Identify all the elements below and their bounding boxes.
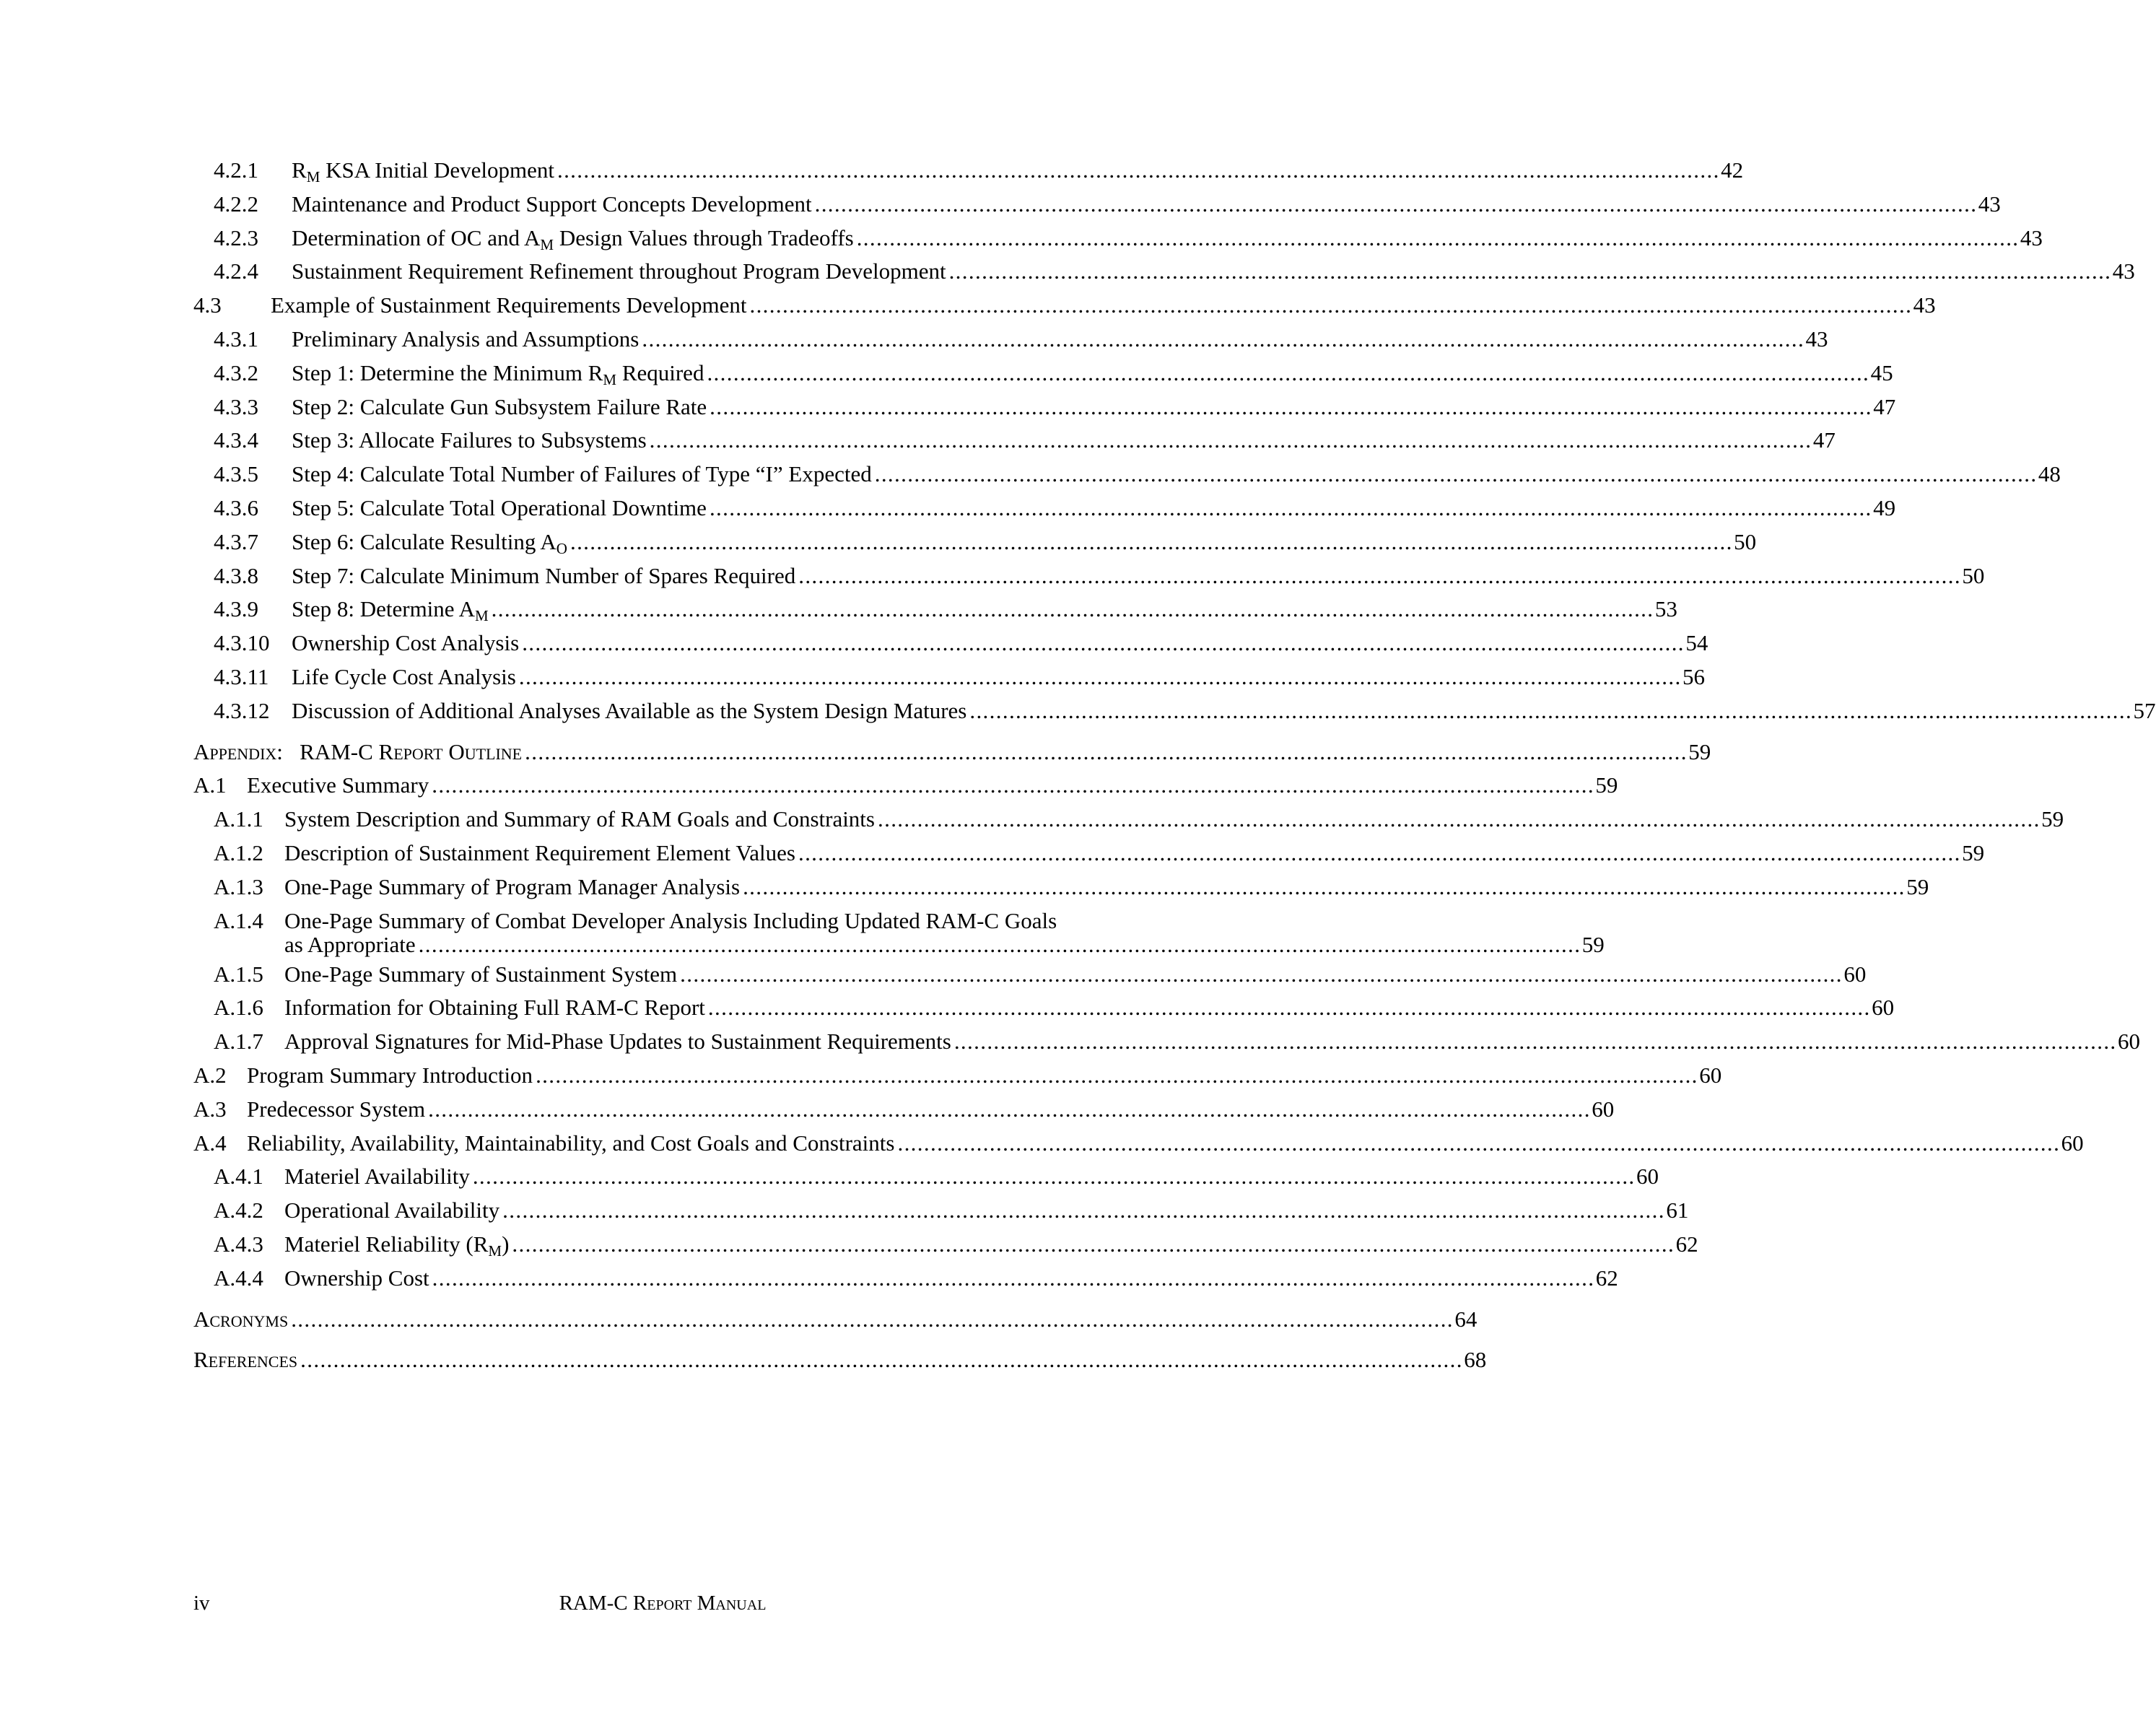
toc-page-number: 60 xyxy=(1843,961,1867,987)
toc-page-number: 59 xyxy=(1962,839,1985,865)
dot-leader xyxy=(954,1025,2113,1059)
toc-number: 4.3.9 xyxy=(214,596,258,622)
toc-page-number: 59 xyxy=(1688,738,1711,764)
toc-number: 4.3.7 xyxy=(214,528,258,554)
toc-title: Step 7: Calculate Minimum Number of Spares Required xyxy=(292,562,796,588)
toc-number: A.4 xyxy=(193,1130,227,1156)
toc-title: Step 5: Calculate Total Operational Downtime xyxy=(292,494,707,520)
dot-leader xyxy=(642,323,1801,357)
toc-number: 4.3.8 xyxy=(214,562,258,588)
dot-leader xyxy=(525,736,1684,769)
toc-number: 4.3.11 xyxy=(214,663,269,689)
toc-page-number: 57 xyxy=(2133,697,2156,723)
toc-page-number: 47 xyxy=(1812,427,1836,453)
dot-leader xyxy=(743,870,1902,904)
toc-entry-4-3-6[interactable] xyxy=(193,492,1896,525)
toc-title: One-Page Summary of Sustainment System xyxy=(284,961,678,987)
toc-page-number: 43 xyxy=(1978,191,2001,217)
toc-title: Program Summary Introduction xyxy=(247,1062,533,1088)
toc-number: 4.3.3 xyxy=(214,393,258,419)
toc-entry-4-3-10[interactable] xyxy=(193,627,1708,660)
dot-leader xyxy=(473,1160,1632,1194)
toc-page-number: 43 xyxy=(1913,292,1936,318)
dot-leader xyxy=(969,694,2129,728)
toc-number: A.1.7 xyxy=(214,1029,263,1055)
toc-title: Ownership Cost xyxy=(284,1265,429,1291)
toc-entry-4-3-8[interactable] xyxy=(193,559,1985,593)
toc-number: A.4.4 xyxy=(214,1265,263,1291)
dot-leader xyxy=(502,1194,1662,1228)
toc-title: Approval Signatures for Mid-Phase Updates to Sustainment Requirements xyxy=(284,1029,951,1055)
toc-page-number: 59 xyxy=(1581,931,1605,957)
toc-title: Example of Sustainment Requirements Development xyxy=(271,292,747,318)
dot-leader xyxy=(798,837,1958,870)
toc-number: A.1.2 xyxy=(214,839,263,865)
toc-number: A.1.4 xyxy=(214,907,263,933)
toc-number: A.4.1 xyxy=(214,1164,263,1190)
dot-leader xyxy=(536,1059,1695,1093)
toc-page-number: 50 xyxy=(1962,562,1985,588)
toc-entry-a-3[interactable] xyxy=(193,1093,1615,1127)
dot-leader xyxy=(875,458,2034,492)
toc-entry-4-2-1[interactable] xyxy=(193,154,1744,188)
toc-title: Materiel Reliability $(R_M)$ xyxy=(284,1231,510,1260)
toc-page-number: 56 xyxy=(1683,663,1705,689)
toc-number: 4.3 xyxy=(193,292,222,318)
toc-page-number: 48 xyxy=(2038,461,2061,487)
toc-entry-4-2-3[interactable] xyxy=(193,222,2043,256)
toc-title: Sustainment Requirement Refinement throughout Program Development xyxy=(292,258,946,284)
toc-page-number: 60 xyxy=(1872,995,1895,1021)
dot-leader xyxy=(428,1093,1587,1127)
toc-number: 4.3.10 xyxy=(214,630,270,656)
toc-entry-a-1-1[interactable] xyxy=(193,803,2064,837)
toc-title: Information for Obtaining Full RAM-C Report xyxy=(284,995,705,1021)
dot-leader xyxy=(300,1343,1459,1377)
dot-leader xyxy=(897,1127,2056,1161)
toc-page-number: 53 xyxy=(1654,596,1677,622)
dot-leader xyxy=(707,357,1866,390)
toc-page-number: 64 xyxy=(1454,1306,1478,1332)
toc-entry-a-4-3[interactable] xyxy=(193,1228,1698,1262)
dot-leader xyxy=(710,390,1869,424)
toc-entry-4-3[interactable] xyxy=(193,289,1936,323)
toc-page-number: 45 xyxy=(1870,359,1893,385)
toc-number: 4.3.12 xyxy=(214,697,270,723)
toc-title: Appendix: RAM-C Report Outline xyxy=(193,738,523,764)
toc-number: A.1.5 xyxy=(214,961,263,987)
toc-number: A.1 xyxy=(193,772,227,798)
toc-page-number: 60 xyxy=(2117,1029,2140,1055)
toc-number: 4.3.5 xyxy=(214,461,258,487)
dot-leader xyxy=(680,958,1839,992)
toc-number: 4.2.2 xyxy=(214,191,258,217)
table-of-contents xyxy=(193,154,2156,1377)
toc-title: Step 6: Calculate Resulting $A_O$ xyxy=(292,528,567,557)
toc-title: System Description and Summary of RAM Goals and Constraints xyxy=(284,806,875,832)
toc-title: Step 2: Calculate Gun Subsystem Failure Rate xyxy=(292,393,707,419)
toc-title: as Appropriate xyxy=(284,931,416,957)
toc-entry-4-3-5[interactable] xyxy=(193,458,2061,492)
toc-page-number: 43 xyxy=(2112,258,2135,284)
toc-entry-acronyms[interactable] xyxy=(193,1303,1478,1337)
toc-entry-4-3-9[interactable] xyxy=(193,593,1677,627)
toc-entry-4-3-7[interactable] xyxy=(193,525,1757,559)
dot-leader xyxy=(708,991,1867,1025)
toc-page-number: 43 xyxy=(2020,224,2043,250)
toc-entry-appendix[interactable] xyxy=(193,736,1711,769)
footer-page-number: iv xyxy=(193,1592,210,1615)
toc-number: A.1.3 xyxy=(214,873,263,899)
toc-title: $R_M$ KSA Initial Development xyxy=(292,157,554,186)
dot-leader xyxy=(857,222,2016,256)
toc-page-number: 68 xyxy=(1464,1347,1487,1373)
toc-number: A.2 xyxy=(193,1062,227,1088)
footer-running-title: RAM-C Report Manual xyxy=(559,1592,767,1615)
dot-leader xyxy=(519,660,1678,694)
toc-entry-4-3-12[interactable] xyxy=(193,694,2156,728)
toc-page-number: 59 xyxy=(1906,873,1929,899)
toc-entry-a-1-7[interactable] xyxy=(193,1025,2140,1059)
dot-leader xyxy=(710,492,1869,525)
toc-entry-references[interactable] xyxy=(193,1343,1487,1377)
toc-entry-4-2-4[interactable] xyxy=(193,255,2135,289)
toc-title: Determination of OC and $A_M$ Design Values through Tradeoffs xyxy=(292,224,854,253)
toc-entry-a-4-1[interactable] xyxy=(193,1160,1659,1194)
dot-leader xyxy=(512,1228,1671,1262)
toc-number: A.3 xyxy=(193,1096,227,1122)
toc-page-number: 60 xyxy=(1699,1062,1722,1088)
toc-number: 4.2.3 xyxy=(214,224,258,250)
dot-leader xyxy=(815,188,1974,222)
dot-leader xyxy=(419,931,1578,958)
toc-entry-a-1-5[interactable] xyxy=(193,958,1867,992)
toc-entry-a-4-4[interactable] xyxy=(193,1262,1618,1296)
toc-entry-4-3-4[interactable] xyxy=(193,424,1836,458)
toc-page-number: 60 xyxy=(1592,1096,1615,1122)
toc-title: Maintenance and Product Support Concepts Development xyxy=(292,191,812,217)
toc-page-number: 42 xyxy=(1721,157,1744,183)
toc-title: Ownership Cost Analysis xyxy=(292,630,520,656)
toc-number: 4.3.6 xyxy=(214,494,258,520)
toc-title: Step 1: Determine the Minimum $R_M$ Required xyxy=(292,359,704,388)
toc-entry-a-1-4[interactable] xyxy=(193,904,1123,931)
toc-page-number: 54 xyxy=(1685,630,1708,656)
toc-number: A.1.1 xyxy=(214,806,263,832)
toc-entry-a-1-6[interactable] xyxy=(193,991,1895,1025)
toc-page-number: 62 xyxy=(1675,1231,1698,1257)
dot-leader xyxy=(749,289,1908,323)
dot-leader xyxy=(570,525,1729,559)
toc-number: A.4.2 xyxy=(214,1197,263,1223)
toc-number: A.1.6 xyxy=(214,995,263,1021)
toc-number: 4.3.2 xyxy=(214,359,258,385)
toc-title: Step 8: Determine $A_M$ xyxy=(292,596,489,625)
toc-title: Life Cycle Cost Analysis xyxy=(292,663,516,689)
toc-title: References xyxy=(193,1347,298,1373)
toc-entry-a-1-3[interactable] xyxy=(193,870,1929,904)
toc-number: 4.2.4 xyxy=(214,258,258,284)
toc-page-number: 62 xyxy=(1595,1265,1618,1291)
toc-entry-a-1-2[interactable] xyxy=(193,837,1985,870)
dot-leader xyxy=(291,1303,1450,1337)
toc-entry-a-4-2[interactable] xyxy=(193,1194,1689,1228)
toc-page-number: 50 xyxy=(1734,528,1757,554)
toc-page-number: 60 xyxy=(2061,1130,2084,1156)
dot-leader xyxy=(798,559,1958,593)
toc-page-number: 49 xyxy=(1873,494,1896,520)
toc-title: One-Page Summary of Program Manager Analysis xyxy=(284,873,741,899)
toc-entry-a-2[interactable] xyxy=(193,1059,1722,1093)
toc-page-number: 59 xyxy=(1595,772,1618,798)
toc-title: Discussion of Additional Analyses Available as the System Design Matures xyxy=(292,697,967,723)
toc-entry-4-3-1[interactable] xyxy=(193,323,1828,357)
toc-title: Step 3: Allocate Failures to Subsystems xyxy=(292,427,647,453)
toc-title: Acronyms xyxy=(193,1306,289,1332)
dot-leader xyxy=(878,803,2037,837)
toc-title: One-Page Summary of Combat Developer Analysis Including Updated RAM-C Goals xyxy=(284,907,1057,933)
toc-entry-a-1[interactable] xyxy=(193,769,1618,803)
toc-title: Materiel Availability xyxy=(284,1164,470,1190)
toc-page-number: 47 xyxy=(1873,393,1896,419)
toc-page-number: 43 xyxy=(1805,326,1828,352)
toc-entry-a-1-4-continued[interactable] xyxy=(193,931,1605,958)
toc-title: Predecessor System xyxy=(247,1096,426,1122)
toc-entry-4-3-3[interactable] xyxy=(193,390,1896,424)
toc-entry-4-2-2[interactable] xyxy=(193,188,2001,222)
dot-leader xyxy=(492,593,1651,627)
toc-page-number: 61 xyxy=(1666,1197,1689,1223)
toc-entry-4-3-11[interactable] xyxy=(193,660,1705,694)
dot-leader xyxy=(432,769,1591,803)
toc-title: Preliminary Analysis and Assumptions xyxy=(292,326,640,352)
toc-title: Operational Availability xyxy=(284,1197,500,1223)
toc-page-number: 59 xyxy=(2041,806,2064,832)
toc-number: 4.2.1 xyxy=(214,157,258,183)
toc-entry-a-4[interactable] xyxy=(193,1127,2084,1161)
dot-leader xyxy=(650,424,1809,458)
page-footer xyxy=(0,1592,1325,1620)
toc-title: Executive Summary xyxy=(247,772,429,798)
dot-leader xyxy=(432,1262,1592,1296)
toc-page-number: 60 xyxy=(1636,1164,1659,1190)
dot-leader xyxy=(522,627,1681,660)
toc-title: Description of Sustainment Requirement Element Values xyxy=(284,839,795,865)
toc-title: Step 4: Calculate Total Number of Failures of Type “I” Expected xyxy=(292,461,872,487)
toc-number: A.4.3 xyxy=(214,1231,263,1257)
toc-number: 4.3.4 xyxy=(214,427,258,453)
dot-leader xyxy=(557,154,1716,188)
dot-leader xyxy=(949,255,2108,289)
toc-entry-4-3-2[interactable] xyxy=(193,357,1893,390)
toc-number: 4.3.1 xyxy=(214,326,258,352)
toc-title: Reliability, Availability, Maintainability, and Cost Goals and Constraints xyxy=(247,1130,895,1156)
